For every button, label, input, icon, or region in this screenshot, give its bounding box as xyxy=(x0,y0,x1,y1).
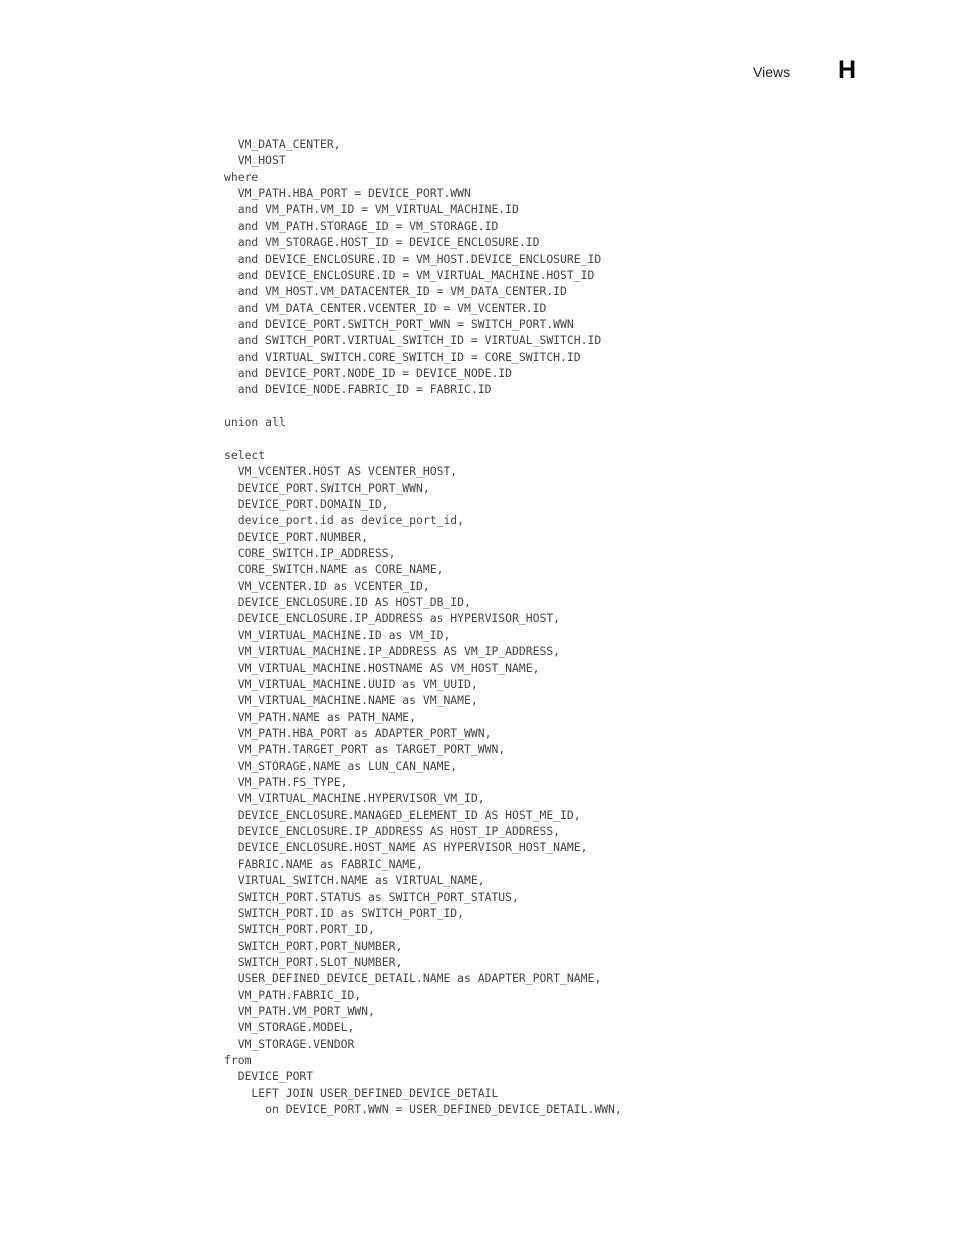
code-line: VM_VIRTUAL_MACHINE.HOSTNAME AS VM_HOST_NAME, xyxy=(224,660,540,675)
code-line: DEVICE_PORT xyxy=(224,1069,314,1084)
code-line: CORE_SWITCH.NAME as CORE_NAME, xyxy=(224,562,444,577)
code-line: and SWITCH_PORT.VIRTUAL_SWITCH_ID = VIRTUAL_SWITCH.ID xyxy=(224,333,602,348)
appendix-letter: H xyxy=(838,56,857,84)
code-line: device_port.id as device_port_id, xyxy=(224,513,465,528)
code-line: and VM_HOST.VM_DATACENTER_ID = VM_DATA_CENTER.ID xyxy=(224,284,567,299)
code-line: VM_PATH.NAME as PATH_NAME, xyxy=(224,709,417,724)
code-line: and DEVICE_PORT.NODE_ID = DEVICE_NODE.ID xyxy=(224,366,513,381)
code-line: select xyxy=(224,447,266,462)
code-line: and VM_PATH.VM_ID = VM_VIRTUAL_MACHINE.ID xyxy=(224,202,519,217)
section-title: Views xyxy=(753,64,791,80)
code-line: SWITCH_PORT.PORT_ID, xyxy=(224,922,375,937)
code-line: VM_PATH.FS_TYPE, xyxy=(224,775,348,790)
code-line: VM_VCENTER.ID as VCENTER_ID, xyxy=(224,578,430,593)
code-line: VM_VCENTER.HOST AS VCENTER_HOST, xyxy=(224,464,458,479)
code-line: VM_STORAGE.MODEL, xyxy=(224,1020,355,1035)
code-line: where xyxy=(224,169,259,184)
code-line: SWITCH_PORT.PORT_NUMBER, xyxy=(224,938,403,953)
code-line: VM_PATH.HBA_PORT as ADAPTER_PORT_WWN, xyxy=(224,725,492,740)
sql-code-listing xyxy=(224,136,622,1118)
code-line: union all xyxy=(224,415,286,430)
code-line: DEVICE_ENCLOSURE.IP_ADDRESS as HYPERVISOR_HOST, xyxy=(224,611,561,626)
code-line: VM_VIRTUAL_MACHINE.ID as VM_ID, xyxy=(224,627,451,642)
code-line: CORE_SWITCH.IP_ADDRESS, xyxy=(224,545,396,560)
code-line: VM_PATH.HBA_PORT = DEVICE_PORT.WWN xyxy=(224,186,471,201)
code-line: DEVICE_ENCLOSURE.MANAGED_ELEMENT_ID AS HOST_ME_ID, xyxy=(224,807,581,822)
code-line: and VM_PATH.STORAGE_ID = VM_STORAGE.ID xyxy=(224,218,499,233)
code-line: and DEVICE_ENCLOSURE.ID = VM_HOST.DEVICE_ENCLOSURE_ID xyxy=(224,251,602,266)
code-line: and VM_DATA_CENTER.VCENTER_ID = VM_VCENTER.ID xyxy=(224,300,547,315)
code-line: VM_STORAGE.VENDOR xyxy=(224,1036,355,1051)
code-line: and DEVICE_ENCLOSURE.ID = VM_VIRTUAL_MACHINE.HOST_ID xyxy=(224,267,595,282)
code-line: and VIRTUAL_SWITCH.CORE_SWITCH_ID = CORE_SWITCH.ID xyxy=(224,349,581,364)
code-line: VM_PATH.TARGET_PORT as TARGET_PORT_WWN, xyxy=(224,742,506,757)
code-line: LEFT JOIN USER_DEFINED_DEVICE_DETAIL xyxy=(224,1085,499,1100)
code-line: DEVICE_PORT.NUMBER, xyxy=(224,529,369,544)
code-line: DEVICE_PORT.DOMAIN_ID, xyxy=(224,496,389,511)
code-line: and DEVICE_NODE.FABRIC_ID = FABRIC.ID xyxy=(224,382,492,397)
code-line: FABRIC.NAME as FABRIC_NAME, xyxy=(224,856,423,871)
code-line: DEVICE_ENCLOSURE.HOST_NAME AS HYPERVISOR_HOST_NAME, xyxy=(224,840,588,855)
code-line: DEVICE_ENCLOSURE.IP_ADDRESS AS HOST_IP_ADDRESS, xyxy=(224,824,561,839)
code-line: on DEVICE_PORT.WWN = USER_DEFINED_DEVICE_DETAIL.WWN, xyxy=(224,1102,622,1117)
code-line xyxy=(224,398,622,414)
code-line: DEVICE_ENCLOSURE.ID AS HOST_DB_ID, xyxy=(224,595,471,610)
code-line: VM_PATH.VM_PORT_WWN, xyxy=(224,1004,375,1019)
code-line: VIRTUAL_SWITCH.NAME as VIRTUAL_NAME, xyxy=(224,873,485,888)
code-line: VM_HOST xyxy=(224,153,286,168)
code-line: VM_VIRTUAL_MACHINE.HYPERVISOR_VM_ID, xyxy=(224,791,485,806)
code-line: SWITCH_PORT.ID as SWITCH_PORT_ID, xyxy=(224,905,465,920)
code-line: VM_VIRTUAL_MACHINE.UUID as VM_UUID, xyxy=(224,676,478,691)
code-line xyxy=(224,430,622,446)
code-line: and VM_STORAGE.HOST_ID = DEVICE_ENCLOSURE.ID xyxy=(224,235,540,250)
code-line: SWITCH_PORT.SLOT_NUMBER, xyxy=(224,954,403,969)
code-line: VM_VIRTUAL_MACHINE.NAME as VM_NAME, xyxy=(224,693,478,708)
code-line: VM_DATA_CENTER, xyxy=(224,137,341,151)
code-line: VM_VIRTUAL_MACHINE.IP_ADDRESS AS VM_IP_ADDRESS, xyxy=(224,644,561,659)
code-line: VM_PATH.FABRIC_ID, xyxy=(224,987,362,1002)
code-line: from xyxy=(224,1053,252,1068)
code-line: DEVICE_PORT.SWITCH_PORT_WWN, xyxy=(224,480,430,495)
code-line: USER_DEFINED_DEVICE_DETAIL.NAME as ADAPTER_PORT_NAME, xyxy=(224,971,602,986)
code-line: and DEVICE_PORT.SWITCH_PORT_WWN = SWITCH_PORT.WWN xyxy=(224,316,574,331)
code-line: SWITCH_PORT.STATUS as SWITCH_PORT_STATUS, xyxy=(224,889,519,904)
code-line: VM_STORAGE.NAME as LUN_CAN_NAME, xyxy=(224,758,458,773)
